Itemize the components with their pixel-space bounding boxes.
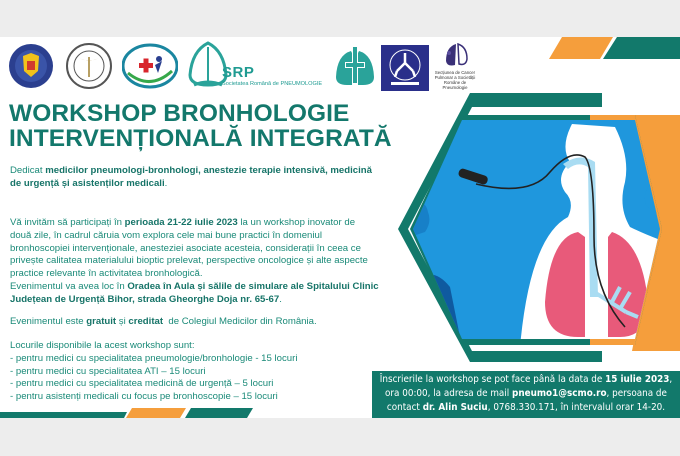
credit-prefix: Evenimentul este: [10, 316, 87, 327]
teal-bar: [0, 412, 127, 418]
places-section: [10, 340, 380, 404]
invitation-prefix: Vă invităm să participați în: [10, 217, 125, 228]
reg-deadline: 15 iulie 2023: [605, 374, 670, 385]
title-line-1: WORKSHOP BRONHOLOGIE: [9, 100, 350, 127]
lung-cancer-icon: [441, 41, 471, 69]
credit-free: gratuit: [86, 316, 117, 327]
invitation-text: [10, 217, 372, 281]
credit-accredited: creditat: [128, 316, 164, 327]
bronchi-square-icon: [381, 45, 429, 91]
credit-mid: și: [116, 316, 129, 327]
dedication-prefix: Dedicat: [10, 165, 46, 176]
bronchoscopy-illustration: [380, 87, 680, 387]
red-cross-person-icon: [122, 43, 178, 89]
title-line-2: INTERVENȚIONALĂ INTEGRATĂ: [9, 125, 392, 152]
crest-icon: [8, 43, 54, 89]
srp-acronym: SRP: [222, 64, 255, 81]
orange-stripe: [126, 408, 186, 418]
srp-fullname: Societatea Română de PNEUMOLOGIE: [222, 81, 323, 87]
dedication-suffix: .: [164, 177, 168, 189]
invitation-body: la un workshop inovator de două zile, în cadrul căruia vom explora cele mai bune practici în domeniul bronhoscopiei intervenționale, anesteziei asociate acesteia, considerații în ceea ce privește calitatea materialului bioptic prelevat, perspective oncologice și alte aspecte practice relevante în activitatea bronhologică.: [10, 217, 368, 280]
dedication-audience: medicilor pneumologi-bronhologi, anestezie terapie intensivă, medicină de urgență și asistenților medicali: [10, 165, 372, 189]
reg-email-link[interactable]: pneumo1@scmo.ro: [512, 388, 607, 399]
location-text: [10, 281, 380, 307]
poster: [0, 37, 680, 418]
list-item: - pentru medici cu specialitatea ATI – 15 locuri: [10, 365, 206, 377]
caduceus-seal-icon: [66, 43, 112, 89]
list-item: - pentru medici cu specialitatea medicină de urgență – 5 locuri: [10, 378, 274, 390]
reg-contact-name: dr. Alin Suciu: [422, 402, 488, 413]
bottom-stripes: [0, 408, 260, 418]
list-item: - pentru asistenți medicali cu focus pe bronhoscopie – 15 locuri: [10, 391, 278, 403]
lung-cancer-logo: [432, 41, 478, 93]
places-heading: Locurile disponibile la acest workshop sunt:: [10, 340, 195, 351]
location-prefix: Evenimentul va avea loc în: [10, 281, 128, 292]
credit-suffix: de Colegiul Medicilor din România.: [163, 316, 317, 327]
location-suffix: .: [279, 293, 282, 305]
list-item: - pentru medici cu specialitatea pneumologie/bronhologie - 15 locuri: [10, 352, 298, 364]
dedication-text: [10, 165, 380, 191]
reg-text-3: , persoana de contact: [386, 388, 667, 413]
srp-logo: [186, 41, 331, 91]
page-title: [9, 101, 392, 151]
invitation-dates: perioada 21-22 iulie 2023: [124, 217, 238, 228]
teal-stripe: [603, 37, 680, 59]
reg-text-4: , 0768.330.171, în intervalul orar 14-20.: [487, 402, 666, 413]
places-list: [10, 353, 380, 404]
reg-text-1: Înscrierile la workshop se pot face până la data de: [379, 374, 606, 385]
lung-cross-icon: [333, 43, 377, 91]
teal-stripe: [185, 408, 253, 418]
credit-text: [10, 316, 380, 329]
lung-cancer-caption: Secțiunea de Cancer Pulmonar a Societății Române de Pneumologie: [434, 70, 476, 90]
reg-text-2: , ora 00:00, la adresa de mail: [385, 374, 673, 399]
registration-info: [372, 371, 680, 418]
orange-stripe: [549, 37, 613, 59]
location-venue: Oradea în Aula și sălile de simulare ale Spitalului Clinic Județean de Urgență Bihor, strada Gheorghe Doja nr. 65-67: [10, 281, 379, 305]
